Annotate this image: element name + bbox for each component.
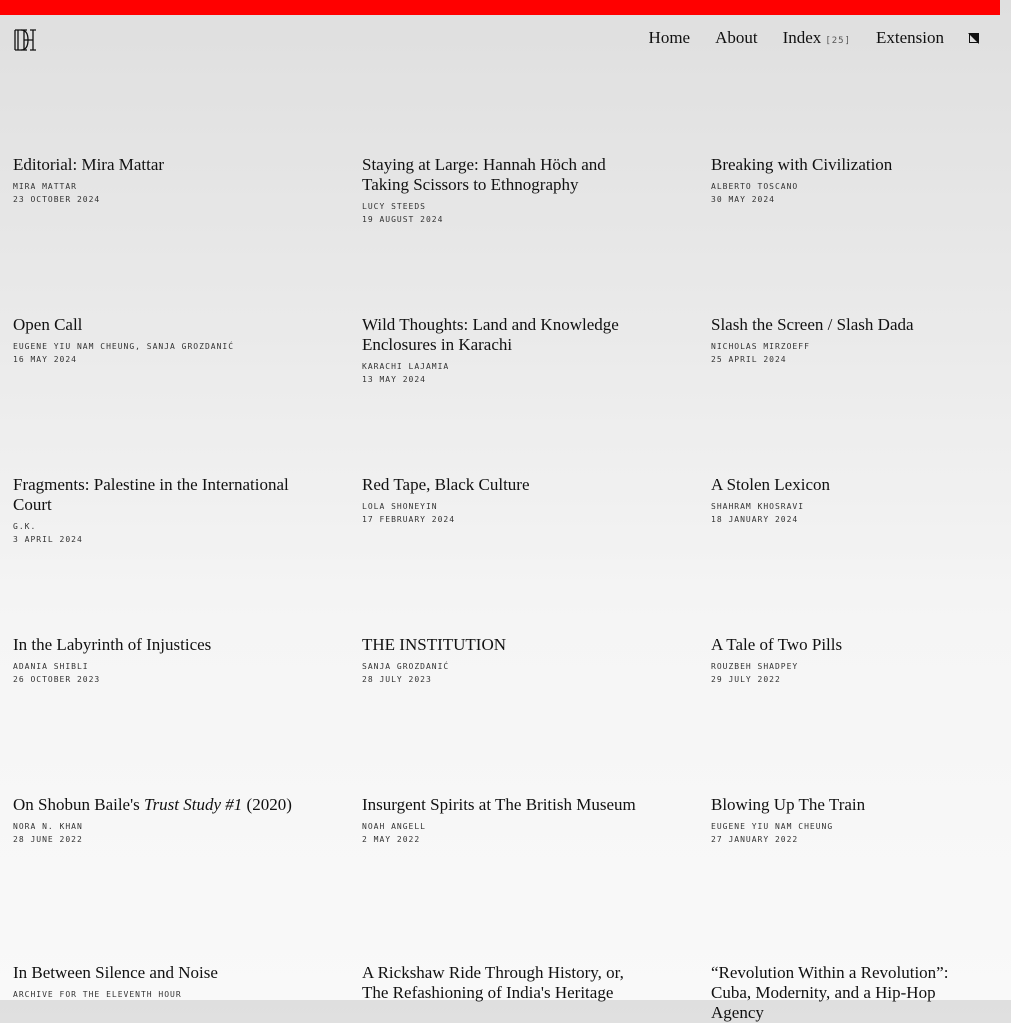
article-title[interactable]: Fragments: Palestine in the International Court [13, 475, 289, 514]
nav-index[interactable] [783, 28, 851, 48]
article-title-part: (2020) [242, 795, 292, 814]
article-date: 13 MAY 2024 [362, 375, 426, 384]
article-author: EUGENE YIU NAM CHEUNG, SANJA GROZDANIĆ [13, 342, 235, 351]
article-card[interactable] [711, 635, 1011, 686]
article-card[interactable] [711, 315, 1011, 366]
article-date: 25 APRIL 2024 [711, 355, 787, 364]
nav-index-count: [25] [825, 36, 851, 46]
article-card[interactable] [711, 155, 1011, 206]
article-author: KARACHI LAJAMIA [362, 362, 450, 371]
article-title[interactable]: Slash the Screen / Slash Dada [711, 315, 914, 334]
dh-monogram-logo-icon [13, 29, 37, 51]
article-title[interactable]: A Stolen Lexicon [711, 475, 830, 494]
site-logo[interactable] [13, 29, 37, 51]
article-author: EUGENE YIU NAM CHEUNG [711, 822, 834, 831]
article-date: 26 OCTOBER 2023 [13, 675, 101, 684]
article-card[interactable] [711, 795, 1011, 846]
contrast-toggle-icon[interactable] [969, 34, 978, 43]
article-author: NORA N. KHAN [13, 822, 83, 831]
article-title[interactable]: Insurgent Spirits at The British Museum [362, 795, 636, 814]
article-title[interactable]: Wild Thoughts: Land and Knowledge Enclosures in Karachi [362, 315, 619, 354]
article-author: ARCHIVE FOR THE ELEVENTH HOUR [13, 990, 182, 999]
article-date: 30 MAY 2024 [711, 195, 775, 204]
article-title[interactable]: Staying at Large: Hannah Höch and Taking Scissors to Ethnography [362, 155, 606, 194]
article-date: 19 AUGUST 2024 [362, 215, 444, 224]
nav-index-label: Index [782, 28, 822, 47]
article-date: 16 MAY 2024 [13, 355, 77, 364]
article-date: 18 JANUARY 2024 [711, 515, 799, 524]
nav-extension[interactable]: Extension [876, 28, 944, 47]
article-card[interactable] [362, 315, 632, 386]
article-author: ROUZBEH SHADPEY [711, 662, 799, 671]
article-title[interactable]: In Between Silence and Noise [13, 963, 218, 982]
article-author: NOAH ANGELL [362, 822, 426, 831]
article-card[interactable] [711, 963, 991, 1023]
article-title[interactable]: THE INSTITUTION [362, 635, 506, 654]
article-title[interactable]: In the Labyrinth of Injustices [13, 635, 212, 654]
article-title[interactable]: “Revolution Within a Revolution”: Cuba, Modernity, and a Hip-Hop Agency [711, 963, 949, 1022]
article-date: 29 JULY 2022 [711, 675, 781, 684]
article-title[interactable]: Blowing Up The Train [711, 795, 866, 814]
article-author: MIRA MATTAR [13, 182, 77, 191]
article-date: 17 FEBRUARY 2024 [362, 515, 456, 524]
article-card[interactable] [13, 155, 313, 206]
article-title-part: On Shobun Baile's [13, 795, 145, 814]
article-author: ALBERTO TOSCANO [711, 182, 799, 191]
article-title[interactable]: Open Call [13, 315, 83, 334]
article-card[interactable] [362, 635, 662, 686]
main-nav [624, 28, 978, 48]
article-title[interactable]: A Tale of Two Pills [711, 635, 843, 654]
article-author: G.K. [13, 522, 37, 531]
article-card[interactable] [13, 635, 313, 686]
article-author: LOLA SHONEYIN [362, 502, 438, 511]
article-date: 3 APRIL 2024 [13, 535, 83, 544]
nav-home[interactable]: Home [648, 28, 691, 47]
nav-about[interactable]: About [715, 28, 758, 47]
top-accent-bar [0, 0, 1000, 15]
article-card[interactable] [362, 963, 637, 1003]
article-author: SANJA GROZDANIĆ [362, 662, 450, 671]
article-title[interactable]: A Rickshaw Ride Through History, or, The Refashioning of India's Heritage [362, 963, 624, 1002]
article-card[interactable] [13, 795, 343, 846]
article-date: 23 OCTOBER 2024 [13, 195, 101, 204]
article-card[interactable] [362, 795, 662, 846]
article-card[interactable] [362, 155, 632, 226]
article-card[interactable] [13, 315, 343, 366]
article-card[interactable] [711, 475, 1011, 526]
article-title[interactable]: Red Tape, Black Culture [362, 475, 530, 494]
article-title-italic: Trust Study #1 [144, 795, 243, 814]
article-title[interactable]: Breaking with Civilization [711, 155, 893, 174]
article-date: 2 MAY 2022 [362, 835, 421, 844]
article-card[interactable] [13, 963, 313, 1001]
article-card[interactable] [13, 475, 293, 546]
article-title[interactable] [13, 795, 343, 815]
article-card[interactable] [362, 475, 662, 526]
article-author: SHAHRAM KHOSRAVI [711, 502, 805, 511]
article-author: ADANIA SHIBLI [13, 662, 89, 671]
article-date: 27 JANUARY 2022 [711, 835, 799, 844]
article-date: 28 JUNE 2022 [13, 835, 83, 844]
article-title[interactable]: Editorial: Mira Mattar [13, 155, 165, 174]
article-date: 28 JULY 2023 [362, 675, 432, 684]
article-author: NICHOLAS MIRZOEFF [711, 342, 810, 351]
article-author: LUCY STEEDS [362, 202, 426, 211]
